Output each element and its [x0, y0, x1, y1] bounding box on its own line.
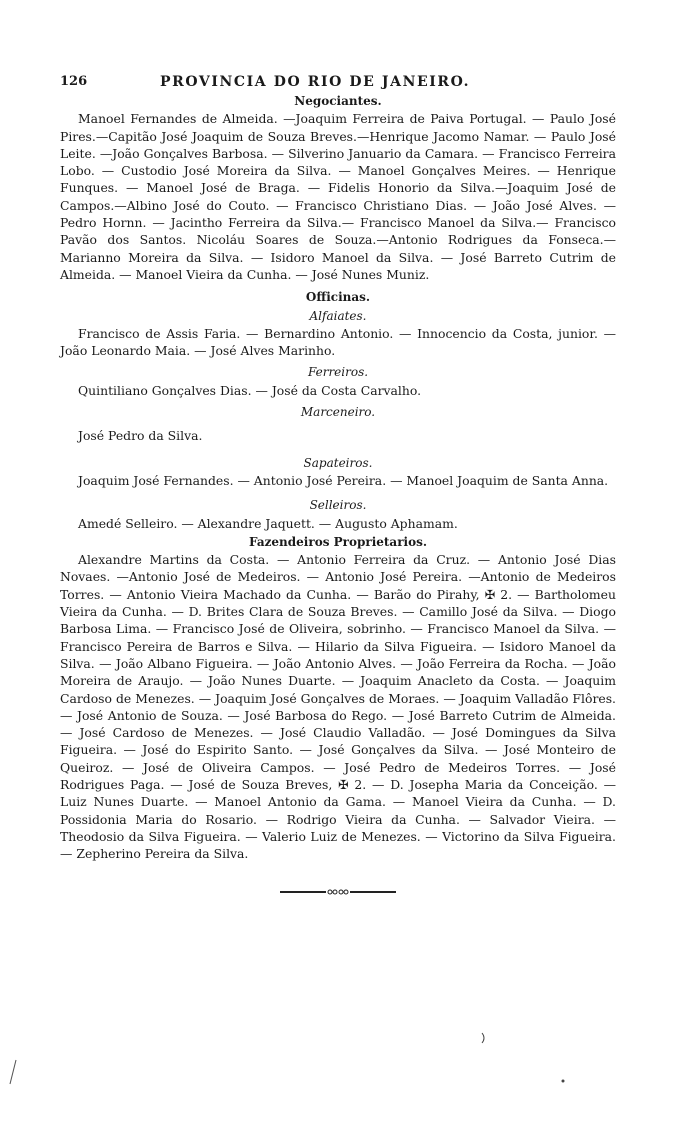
page-number: 126 — [60, 74, 88, 89]
stray-mark-icon — [480, 1032, 488, 1044]
section-title-officinas: Officinas. — [305, 290, 371, 305]
running-title: PROVINCIA DO RIO DE JANEIRO. — [160, 74, 471, 90]
section-title-negociantes: Negociantes. — [294, 94, 382, 108]
alfaiates-list: Francisco de Assis Faria. — Bernardino Antonio. — Innocencio da Costa, junior. — João Leonardo Maia. — José Alves Marinho. — [60, 325, 616, 359]
negociantes-list: Manoel Fernandes de Almeida. —Joaquim Ferreira de Paiva Portugal. — Paulo José Pires.—Capitão José Joaquim de Souza Breves.—Henrique Jacomo Namar. — Paulo José Leite. —João Gonçalves Barbosa. — Silverino Januario da Camara. — Francisco Ferreira Lobo. — Custodio José Moreira da Silva. — Manoel Gonçalves Meires. — Henrique Funques. — Manoel José de Braga. — Fidelis Honorio da Silva.—Joaquim José de Campos.—Albino José do Couto. — Francisco Christiano Dias. — João José Alves. — Pedro Hornn. — Jacintho Ferreira da Silva.— Francisco Manoel da Silva.— Francisco Pavão dos Santos. Nicoláu Soares de Souza.—Antonio Rodrigues da Fonseca.—Marianno Moreira da Silva. — Isidoro Manoel da Silva. — José Barreto Cutrim de Almeida. — Manoel Vieira da Cunha. — José Nunes Muniz. — [60, 111, 616, 282]
ferreiros-list: Quintiliano Gonçalves Dias. — José da Costa Carvalho. — [78, 382, 422, 398]
fazendeiros-list: Alexandre Martins da Costa. — Antonio Ferreira da Cruz. — Antonio José Dias Novaes. —Antonio José de Medeiros. — Antonio José Pereira. —Antonio de Medeiros Torres. — Antonio Vieira Machado da Cunha. — Barão do Pirahy, ✠ 2. — Bartholomeu Vieira da Cunha. — D. Brites Clara de Souza Breves. — Camillo José da Silva. — Diogo Barbosa Lima. — Francisco José de Oliveira, sobrinho. — Francisco Manoel da Silva. — Francisco Pereira de Barros e Silva. — Hilario da Silva Figueira. — Isidoro Manoel da Silva. — João Albano Figueira. — João Antonio Alves. — João Ferreira da Rocha. — João Moreira de Araujo. — João Nunes Duarte. — Joaquim Anacleto da Costa. — Joaquim Cardoso de Menezes. — Joaquim José Gonçalves de Moraes. — Joaquim Valladão Flôres. — José Antonio de Souza. — José Barbosa do Rego. — José Barreto Cutrim de Almeida. — José Cardoso de Menezes. — José Claudio Valladão. — José Domingues da Silva Figueira. — José do Espirito Santo. — José Gonçalves da Silva. — José Monteiro de Queiroz. — José de Oliveira Campos. — José Pedro de Medeiros Torres. — José Rodrigues Paga. — José de Souza Breves, ✠ 2. — D. Josepha Maria da Conceição. — Luiz Nunes Duarte. — Manoel Antonio da Gama. — Manoel Vieira da Cunha. — D. Possidonia Maria do Rosario. — Rodrigo Vieira da Cunha. — Salvador Vieira. — Theodosio da Silva Figueira. — Valerio Luiz de Menezes. — Victorino da Silva Figueira. — Zepherino Pereira da Silva. — [60, 552, 616, 862]
divider-ornament-icon — [278, 888, 398, 896]
subsection-title-alfaiates: Alfaiates. — [309, 308, 367, 323]
marceneiro-list: José Pedro da Silva. — [78, 428, 203, 444]
stray-dot-icon — [560, 1078, 566, 1084]
subsection-title-ferreiros: Ferreiros. — [307, 365, 369, 380]
stray-scratch-icon — [8, 1058, 18, 1086]
section-title-fazendeiros: Fazendeiros Proprietarios. — [248, 534, 428, 549]
subsection-title-marceneiro: Marceneiro. — [300, 405, 376, 420]
book-page — [60, 72, 616, 896]
sapateiros-list: Joaquim José Fernandes. — Antonio José Pereira. — Manoel Joaquim de Santa Anna. — [78, 472, 609, 488]
running-header — [60, 72, 616, 92]
subsection-title-sapateiros: Sapateiros. — [303, 455, 373, 470]
subsection-title-selleiros: Selleiros. — [309, 498, 367, 513]
selleiros-list: Amedé Selleiro. — Alexandre Jaquett. — Augusto Aphamam. — [78, 515, 458, 531]
ornamental-divider — [60, 888, 616, 896]
